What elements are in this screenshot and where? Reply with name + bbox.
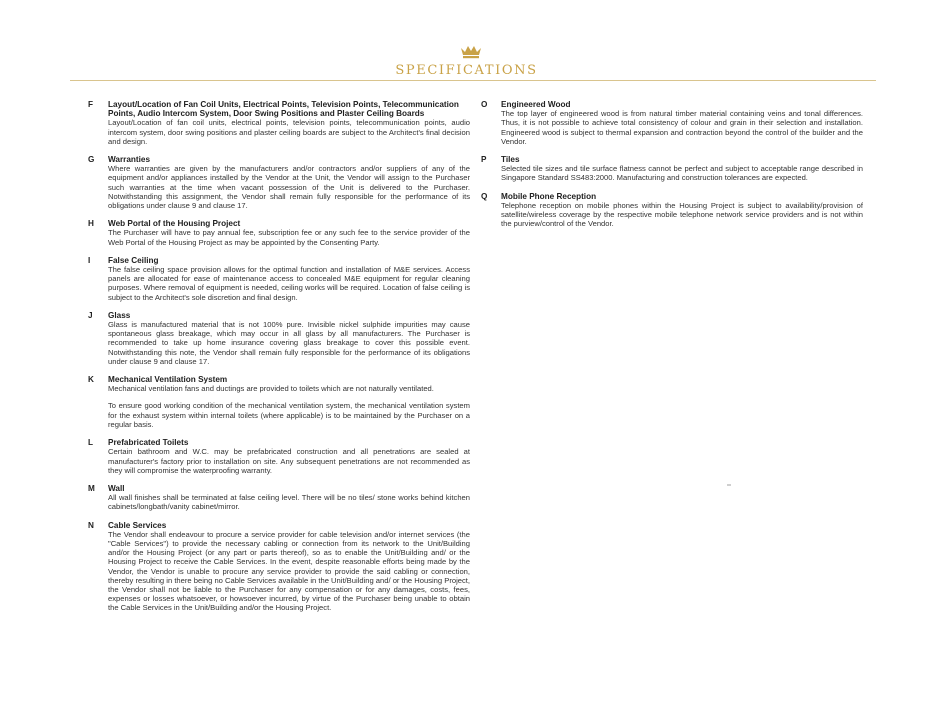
- right-column: [481, 100, 863, 237]
- section-letter: K: [88, 375, 94, 385]
- section-heading: Warranties: [108, 155, 151, 165]
- section-letter: I: [88, 255, 91, 265]
- section-letter: L: [88, 438, 94, 448]
- section-heading: Wall: [108, 483, 125, 493]
- section-paragraph: Selected tile sizes and tile surface flatness cannot be perfect and subject to acceptable range described in Singapore Standard SS483:2000. Manufacturing and construction tolerances are expected.: [501, 164, 863, 183]
- section-p-tiles: [481, 155, 863, 183]
- section-paragraph: To ensure good working condition of the mechanical ventilation system, the mechanical ventilation system for the exhaust system within internal toilets (where applicable) is to be maintained by the Purchaser on a regular basis.: [108, 401, 470, 429]
- section-n-cable-services: [88, 521, 470, 613]
- section-letter: G: [88, 155, 95, 165]
- section-letter: N: [88, 520, 94, 530]
- section-paragraph: All wall finishes shall be terminated at false ceiling level. There will be no tiles/ stone works behind kitchen cabinets/longbath/vanity cabinet/mirror.: [108, 493, 470, 512]
- section-paragraph: Certain bathroom and W.C. may be prefabricated construction and all penetrations are sealed at manufacturer's factory prior to installation on site. Any subsequent penetrations are not recommended as they will compromise the waterproofing warranty.: [108, 447, 470, 475]
- page-header: [0, 0, 943, 82]
- section-letter: P: [481, 155, 487, 165]
- section-paragraph: Telephone reception on mobile phones within the Housing Project is subject to availability/provision of satellite/wireless coverage by the respective mobile telephone network service providers and is not within the purview/control of the Vendor.: [501, 200, 863, 229]
- section-paragraph: The false ceiling space provision allows for the optimal function and installation of M&E services. Access panels are allocated for ease of maintenance access to concealed M&E equipment for regular cleaning purposes. Where removal of equipment is needed, ceiling works will be required. Location of false ceiling is subject to the Architect's sole discretion and final design.: [108, 265, 470, 302]
- section-heading: Mobile Phone Reception: [501, 191, 597, 201]
- section-letter: H: [88, 219, 94, 229]
- section-h-web-portal-of: [88, 219, 470, 247]
- section-heading: Mechanical Ventilation System: [108, 375, 228, 385]
- section-paragraph: The Purchaser will have to pay annual fee, subscription fee or any such fee to the service provider of the Web Portal of the Housing Project as may be appointed by the Consenting Party.: [108, 228, 470, 247]
- section-heading: Glass: [108, 310, 131, 320]
- section-g-warranties: [88, 155, 470, 210]
- crown-icon: [459, 45, 483, 59]
- section-paragraph: Mechanical ventilation fans and ductings are provided to toilets which are not naturally ventilated.: [108, 384, 434, 394]
- section-paragraph: The top layer of engineered wood is from natural timber material containing veins and tonal differences. Thus, it is not possible to achieve total consistency of colour and grain in their selection and installation. Engineered wood is subject to thermal expansion and contraction beyond the control of the builder and the Vendor.: [501, 109, 863, 146]
- section-paragraph: Where warranties are given by the manufacturers and/or contractors and/or suppliers of any of the equipment and/or appliances installed by the Vendor at the Unit, the Vendor will assign to the Purchaser such warranties at the time when vacant possession of the Unit is delivered to the Purchaser. Notwithstanding this assignment, the Vendor shall remain fully responsible for the performance of its obligations under clause 9 and clause 17.: [108, 164, 470, 211]
- section-heading: False Ceiling: [108, 255, 159, 265]
- section-paragraph: The Vendor shall endeavour to procure a service provider for cable television and/or internet services (the "Cable Services") to provide the necessary cabling or connection from its network to the Unit/Building and/or the Housing Project (or any part or parts thereof), so as to enable the Unit/Building and/ or the Housing Project to receive the Cable Services. In the event, despite reasonable efforts being made by the Vendor, the Vendor is unable to procure any service provider to provide the said cabling or connection, thereby resulting in there being no Cable Services available in the Unit/Building and/ or the Housing Project, the Vendor shall not be liable to the Purchaser for any compensation or for any damages, costs, fees, expenses or losses whatsoever, or howsoever incurred, by virtue of the Purchaser being unable to obtain the Cable Services in the Unit/Building and/or the Housing Project.: [108, 529, 470, 613]
- section-letter: J: [88, 310, 93, 320]
- section-paragraph: Glass is manufactured material that is not 100% pure. Invisible nickel sulphide impurities may cause spontaneous glass breakage, which may occur in all glass by all manufacturers. The Purchaser is recommended to take up home insurance covering glass breakage to cover this possible event. Notwithstanding this note, the Vendor shall remain fully responsible for the performance of its obligations under clause 9 and clause 17.: [108, 320, 470, 366]
- section-o-engineered-wood: [481, 100, 863, 146]
- section-letter: Q: [481, 191, 488, 201]
- section-heading: Prefabricated Toilets: [108, 438, 189, 448]
- section-i-false-ceiling: [88, 256, 470, 302]
- section-heading: Engineered Wood: [501, 100, 571, 109]
- section-letter: F: [88, 100, 94, 109]
- page-title: SPECIFICATIONS: [395, 63, 538, 78]
- section-heading: Web Portal of the Housing Project: [108, 219, 241, 229]
- section-heading: Tiles: [501, 155, 520, 165]
- section-paragraph: Layout/Location of fan coil units, electrical points, television points, telecommunication points, audio intercom system, door swing positions and plaster ceiling boards are subject to the Architect's final decision and design.: [108, 118, 470, 146]
- section-j-glass: [88, 311, 470, 366]
- section-l-prefabricated-toilets: [88, 438, 470, 475]
- section-heading: Layout/Location of Fan Coil Units, Electrical Points, Television Points, Telecommunication Points, Audio Intercom System, Door Swing Positions and Plaster Ceiling Boards: [108, 100, 459, 119]
- section-letter: M: [88, 483, 95, 493]
- scan-speck: [727, 484, 731, 486]
- section-letter: O: [481, 100, 488, 109]
- left-column: [88, 100, 470, 622]
- header-divider: [70, 80, 876, 81]
- section-q-mobile-phone-reception: [481, 192, 863, 229]
- section-f-layout-location-of: [88, 100, 470, 146]
- section-m-wall: [88, 484, 470, 512]
- section-k-mechanical-ventilation-system: [88, 375, 470, 429]
- section-heading: Cable Services: [108, 520, 167, 530]
